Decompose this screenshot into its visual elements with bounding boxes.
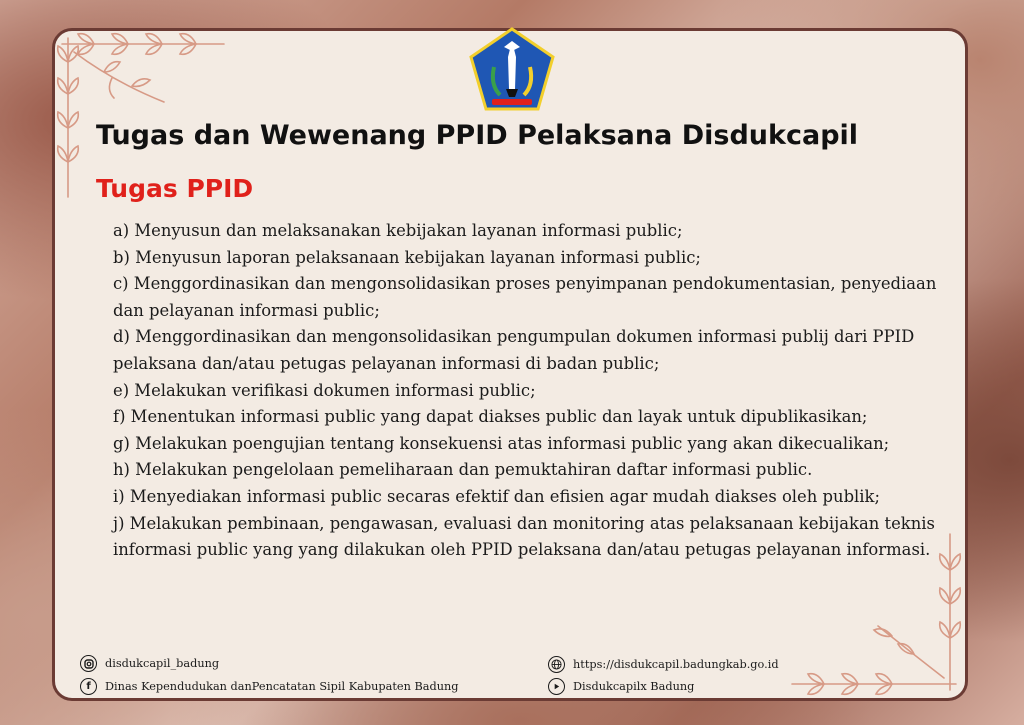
list-item: j) Melakukan pembinaan, pengawasan, evaluasi dan monitoring atas pelaksanaan kebijakan teknis informasi public yang yang dilakukan oleh PPID pelaksana dan/atau petugas pelayanan informasi. <box>113 513 935 560</box>
globe-icon <box>548 656 565 673</box>
facebook-link[interactable] <box>80 678 459 695</box>
list-item: e) Melakukan verifikasi dokumen informasi public; <box>113 380 536 400</box>
list-item: f) Menentukan informasi public yang dapat diakses public dan layak untuk dipublikasikan; <box>113 407 868 427</box>
youtube-icon <box>548 678 565 695</box>
youtube-channel: Disdukcapilx Badung <box>573 680 695 693</box>
instagram-handle: disdukcapil_badung <box>105 657 220 670</box>
list-item: g) Melakukan poengujian tentang konsekuensi atas informasi public yang akan dikecualikan; <box>113 433 890 453</box>
list-item: d) Menggordinasikan dan mengonsolidasikan pengumpulan dokumen informasi publij dari PPID pelaksana dan/atau petugas pelayanan informasi di badan public; <box>113 327 915 373</box>
list-item: i) Menyediakan informasi public secaras efektif dan efisien agar mudah diakses oleh publik; <box>113 486 880 506</box>
badung-regency-logo <box>468 27 556 113</box>
section-title: Tugas PPID <box>96 174 254 203</box>
facebook-page-name: Dinas Kependudukan danPencatatan Sipil Kabupaten Badung <box>105 680 459 693</box>
task-list <box>113 218 943 564</box>
instagram-icon <box>80 655 97 672</box>
youtube-link[interactable] <box>548 678 694 695</box>
list-item: c) Menggordinasikan dan mengonsolidasikan proses penyimpanan pendokumentasian, penyediaan dan pelayanan informasi public; <box>113 274 937 320</box>
list-item: h) Melakukan pengelolaan pemeliharaan dan pemuktahiran daftar informasi public. <box>113 460 813 480</box>
page-title: Tugas dan Wewenang PPID Pelaksana Disdukcapil <box>96 120 859 151</box>
list-item: a) Menyusun dan melaksanakan kebijakan layanan informasi public; <box>113 221 683 240</box>
website-url: https://disdukcapil.badungkab.go.id <box>573 658 779 671</box>
facebook-icon: f <box>80 678 97 695</box>
list-item: b) Menyusun laporan pelaksanaan kebijakan layanan informasi public; <box>113 247 701 267</box>
instagram-link[interactable] <box>80 655 219 672</box>
website-link[interactable] <box>548 656 779 673</box>
